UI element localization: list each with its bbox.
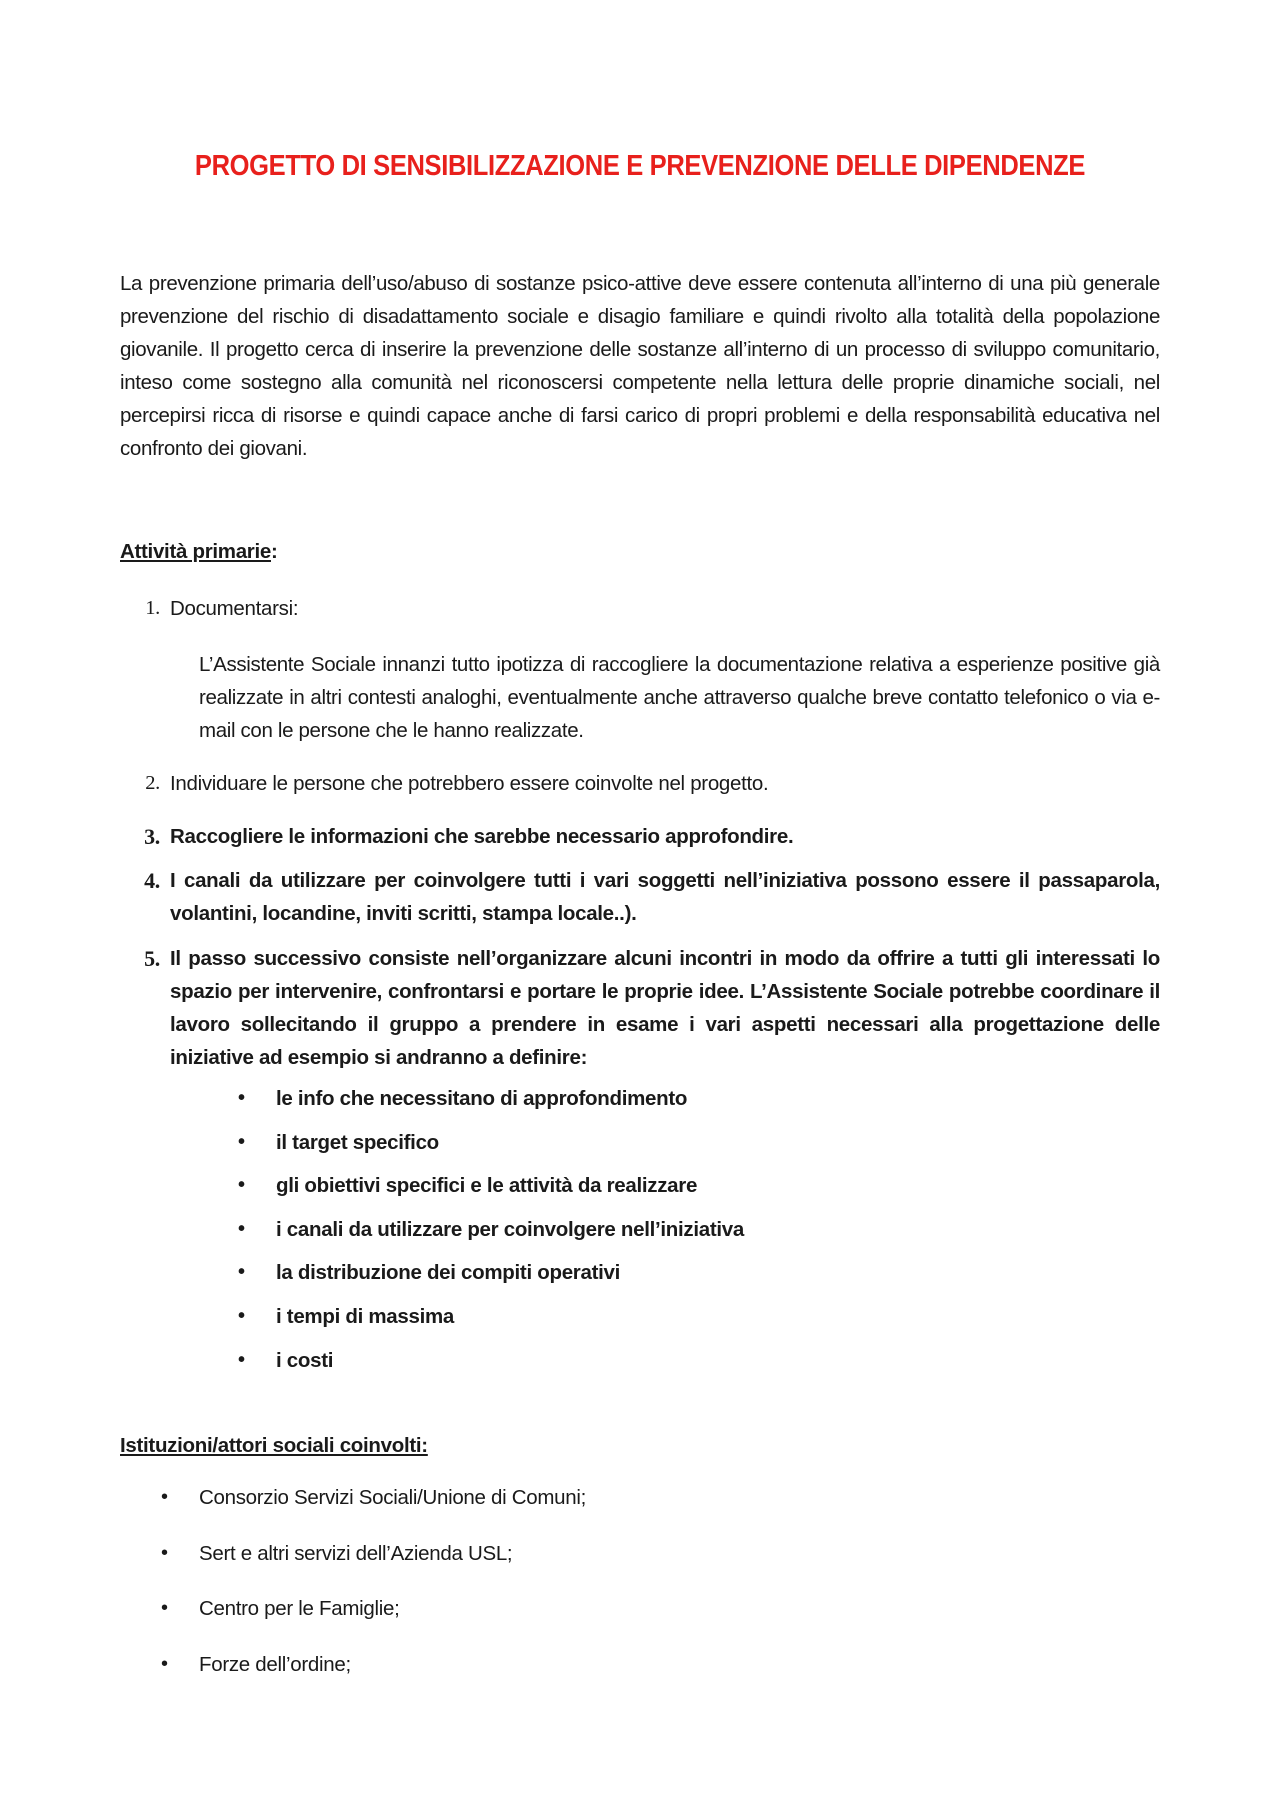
activity-item-2 xyxy=(145,767,1160,800)
list-item xyxy=(238,1344,744,1388)
bullet-icon: • xyxy=(238,1261,245,1284)
bullet-icon: • xyxy=(238,1217,245,1240)
list-item xyxy=(238,1300,744,1344)
bullet-icon: • xyxy=(161,1652,168,1675)
activity-1-detail: L’Assistente Sociale innanzi tutto ipotizza di raccogliere la documentazione relativa a esperienze positive già realizzate in altri contesti analoghi, eventualmente anche attraverso qualche breve contatto telefonico o via e-mail con le persone che le hanno realizzate. xyxy=(199,653,1160,742)
bullet-text: Centro per le Famiglie; xyxy=(199,1597,400,1621)
activity-item-4 xyxy=(144,864,1160,930)
bullet-icon: • xyxy=(238,1087,245,1109)
bullet-icon: • xyxy=(161,1597,168,1620)
primary-activities-heading xyxy=(120,540,278,564)
intro-paragraph: La prevenzione primaria dell’uso/abuso di sostanze psico-attive deve essere contenuta all’interno di una più generale prevenzione del rischio di disadattamento sociale e disagio familiare e quindi rivolto alla totalità della popolazione giovanile. Il progetto cerca di inserire la prevenzione delle sostanze all’interno di un processo di sviluppo comunitario, inteso come sostegno alla comunità nel riconoscersi competente nella lettura delle proprie dinamiche sociali, nel percepirsi ricca di risorse e quindi capace anche di farsi carico di propri problemi e della responsabilità educativa nel confronto dei giovani. xyxy=(120,272,1160,460)
bullet-text: i costi xyxy=(276,1348,334,1372)
bullet-text: Consorzio Servizi Sociali/Unione di Comuni; xyxy=(199,1486,587,1509)
bullet-icon: • xyxy=(238,1130,245,1153)
bullet-text: Forze dell’ordine; xyxy=(199,1652,351,1676)
list-item xyxy=(161,1592,586,1648)
definition-bullet-list xyxy=(238,1082,744,1387)
activity-number-1: 1. xyxy=(145,597,160,619)
activity-text-1: Documentarsi: xyxy=(170,597,299,620)
activity-number-2: 2. xyxy=(145,772,160,794)
list-item xyxy=(161,1648,586,1704)
activity-text-4: I canali da utilizzare per coinvolgere tutti i vari soggetti nell’iniziativa possono essere il passaparola, volantini, locandine, inviti scritti, stampa locale..). xyxy=(170,869,1160,925)
bullet-icon: • xyxy=(238,1348,245,1371)
institutions-heading xyxy=(120,1434,428,1458)
list-item xyxy=(238,1126,744,1170)
institutions-bullet-list xyxy=(161,1481,587,1703)
bullet-text: gli obiettivi specifici e le attività da realizzare xyxy=(276,1174,698,1198)
activity-item-5 xyxy=(144,942,1160,1074)
bullet-icon: • xyxy=(238,1174,245,1197)
bullet-text: le info che necessitano di approfondimento xyxy=(276,1087,688,1110)
activity-number-4: 4. xyxy=(144,868,160,893)
bullet-text: la distribuzione dei compiti operativi xyxy=(276,1261,620,1285)
activity-text-5: Il passo successivo consiste nell’organizzare alcuni incontri in modo da offrire a tutti gli interessati lo spazio per intervenire, confrontarsi e portare le proprie idee. L’Assistente Sociale potrebbe coordinare il lavoro sollecitando il gruppo a prendere in esame i vari aspetti necessari alla progettazione delle iniziative ad esempio si andranno a definire: xyxy=(170,947,1160,1069)
bullet-icon: • xyxy=(161,1541,168,1564)
primary-activities-heading-colon: : xyxy=(270,540,278,563)
activity-number-5: 5. xyxy=(144,946,160,971)
activity-text-3: Raccogliere le informazioni che sarebbe necessario approfondire. xyxy=(170,825,794,848)
bullet-text: i tempi di massima xyxy=(276,1304,455,1328)
bullet-text: Sert e altri servizi dell’Azienda USL; xyxy=(199,1541,513,1565)
activity-item-1 xyxy=(145,592,1160,625)
activity-item-3 xyxy=(144,820,1160,853)
activity-text-2: Individuare le persone che potrebbero essere coinvolte nel progetto. xyxy=(170,772,769,795)
document-title: PROGETTO DI SENSIBILIZZAZIONE E PREVENZIONE DELLE DIPENDENZE xyxy=(194,150,1086,182)
list-item xyxy=(161,1537,586,1593)
primary-activities-heading-text: Attività primarie xyxy=(120,540,271,563)
bullet-text: il target specifico xyxy=(276,1130,439,1154)
institutions-heading-text: Istituzioni/attori sociali coinvolti: xyxy=(120,1434,428,1457)
bullet-icon: • xyxy=(238,1304,245,1327)
list-item xyxy=(238,1213,744,1257)
list-item xyxy=(161,1481,587,1537)
bullet-icon: • xyxy=(161,1486,168,1508)
activity-number-3: 3. xyxy=(144,824,160,849)
list-item xyxy=(238,1169,744,1213)
list-item xyxy=(238,1082,744,1126)
list-item xyxy=(238,1256,744,1300)
bullet-text: i canali da utilizzare per coinvolgere nell’iniziativa xyxy=(276,1217,744,1241)
